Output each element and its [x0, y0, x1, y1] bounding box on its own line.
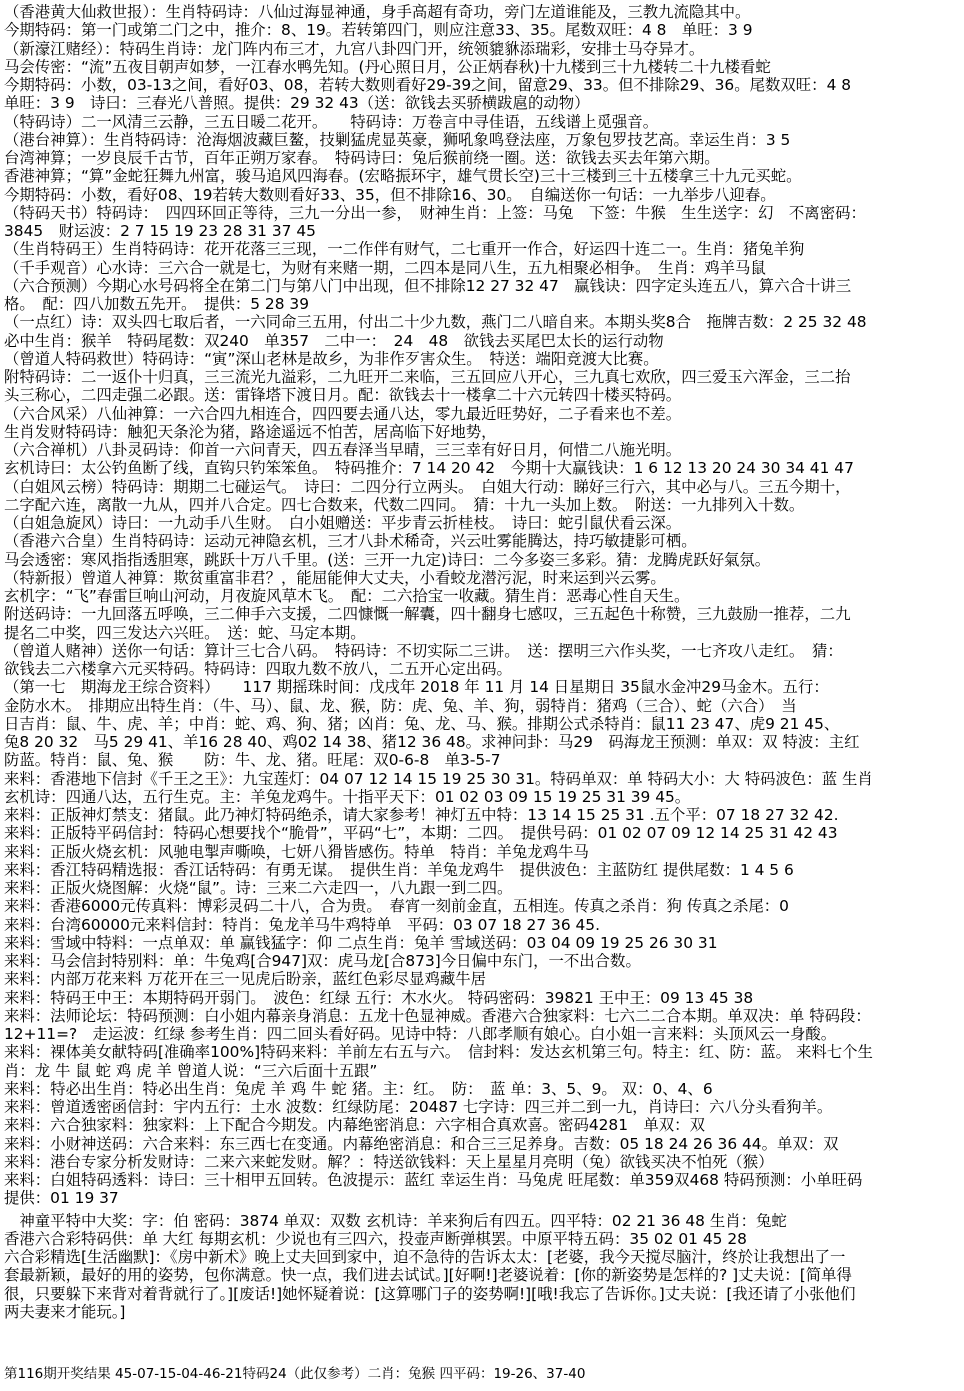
text-line: 来料：白姐特码透料：诗曰：三十相甲五回转。色波提示：蓝红 幸运生肖：马兔虎 旺尾数：单359双468 特码预测：小单旺码	[4, 1171, 863, 1189]
text-line: 来料：港台专家分析发财诗：二来六来蛇发财。解？：特送欲钱料：天上星星月亮明（兔）欲钱买决不怕死（猴）	[4, 1152, 774, 1171]
text-line: 来料：香江特码精选报：香江话特码：有勇无谋。 提供生肖：羊兔龙鸡牛 提供波色：主蓝防红 提供尾数：1 4 5 6	[4, 860, 794, 879]
text-line: （香港六合皇）生肖特码诗：运动元神隐玄机，三才八卦术稀奇，兴云吐雾能腾达，持巧敏捷影可栖。	[4, 532, 697, 551]
text-line: 香港神算；“算”金蛇狂舞九州富，骏马追风四海春。(宏略振环宇，雄气贯长空)三十三楼到三十五楼拿三十九元买蛇。	[4, 167, 802, 186]
text-line: 日吉肖：鼠、牛、虎、羊；中肖：蛇、鸡、狗、猪；凶肖：兔、龙、马、猴。排期公式杀特肖：鼠11 23 47、虎9 21 45、	[4, 714, 840, 733]
text-line: （第一七 期海龙王综合资料） 117 期摇珠时间：戊戌年 2018 年 11 月 14 日星期日 35鼠水金冲29马金木。五行：	[4, 678, 829, 697]
text-line: 来料：雪域中特料：一点单双：单 赢钱猛字：仰 二点生肖：兔羊 雪域送码：03 04 09 19 25 26 30 31	[4, 933, 718, 952]
text-line: 必中生肖：猴羊 特码尾数：双240 单357 二中一： 24 48 欲钱去买尾巴太长的运行动物	[4, 331, 664, 350]
text-line: 今期特码：小数，看好08、19若转大数则看好33、35，但不排除16、30。 自编送你一句话：一九举步八迎春。	[4, 185, 776, 204]
text-line: 欲钱去二六楼拿六元买特码。特码诗：四取九数不放八，二五开心定出码。	[4, 660, 512, 678]
text-block-main	[4, 3, 960, 1208]
text-line: 3845 财运波：2 7 15 19 23 28 31 37 45	[4, 222, 316, 240]
text-line: 台湾神算；一岁良辰千古节，百年正朔万家春。 特码诗曰：兔后猴前绕一圈。送：欲钱去买去年第六期。	[4, 149, 720, 167]
text-line: 来料：特必出生肖：特必出生肖：兔虎 羊 鸡 牛 蛇 猪。主：红。 防： 蓝 单：3、5、9。 双：0、4、6	[4, 1079, 713, 1098]
text-block-secondary	[4, 1212, 960, 1322]
text-line: 来料：香港地下信封《千王之王》：九宝莲灯：04 07 12 14 15 19 25 30 31。特码单双：单 特码大小：大 特码波色：蓝 生肖	[4, 769, 873, 788]
text-line: 格。 配：四八加数五先开。 提供：5 28 39	[4, 295, 309, 313]
text-line: 兔8 20 32 马5 29 41、羊16 28 40、鸡02 14 38、猪12 36 48。求神问卦：马29 码海龙王预测：单双：双 特波：主红	[4, 733, 860, 751]
text-line: 来料：正版火烧玄机：风驰电掣声嘶唤，七妍八猾皆感伤。特单 特肖：羊兔龙鸡牛马	[4, 842, 589, 861]
text-line: （港台神算）：生肖特码诗：沧海烟波藏巨鳌，技剿猛虎显英豪，狮吼象鸣登法座，万象包罗技艺高。幸运生肖：3 5	[4, 130, 791, 149]
text-line: 来料：正版特平码信封：特码心想要找个“脆骨”，平码“七”，本期：二四。 提供号码：01 02 07 09 12 14 25 31 42 43	[4, 824, 838, 843]
document-page	[4, 3, 960, 1385]
text-line: 今期特码：小数，03-13之间，看好03、08，若转大数则看好29-39之间，留意29、33。但不排除29、36。尾数双旺：4 8	[4, 76, 852, 94]
text-line: 来料：香港6000元传真料：博彩灵码二十八，合为贵。 春宵一刻前金直，五相连。传真之杀肖：狗 传真之杀尾：0	[4, 897, 789, 916]
text-line: 来料：正版火烧图解：火烧“鼠”。诗：三来二六走四一，八九跟一到二四。	[4, 879, 513, 897]
text-line: 马会透密：寒风指指透胆寒，跳跃十万八千里。(送：三开一九定)诗曰：二今多姿三多彩。猜：龙腾虎跃好氣氛。	[4, 550, 771, 569]
text-line: 来料：台湾60000元来料信封：特肖：兔龙羊马牛鸡特单 平码：03 07 18 27 36 45.	[4, 915, 600, 934]
text-line: 头三称心，二四走强二必跟。送：雷锋塔下渡日月。配：欲钱去十一楼拿二十六元转四十楼买特码。	[4, 386, 682, 405]
text-line: 玄机字：“飞”春雷巨响山河动，月夜旋风草木飞。 配：二六拾宝一收藏。猜生肖：恶毒心性自天生。	[4, 587, 690, 605]
text-line: （六合风采）八仙神算：一六合四九相连合，四四要去通八达，零九最近旺势好，二子看来也不差。	[4, 404, 682, 423]
text-line: 神童平特中大奖：字：伯 密码：3874 单双：双数 玄机诗：羊来狗后有四五。四平特：02 21 36 48 生肖：兔蛇	[4, 1211, 787, 1230]
text-line: （特码天书）特码诗： 四四环回正等待，三九一分出一参， 财神生肖：上签：马兔 下签：牛猴 生生送字：幻 不离密码：	[4, 203, 866, 222]
text-line: 生肖发财特码诗：触犯天条沦为猪，路途遥远不怕苦，居高临下好地势，	[4, 422, 497, 441]
text-line: （千手观音）心水诗：三六合一就是七，为财有来赌一期，二四本是同八生，五九相聚必相争。 生肖：鸡羊马鼠	[4, 258, 766, 277]
text-line: （新濠江赌经）：特码生肖诗：龙门阵内布三才，九宫八卦四门开，统领貔貅添瑞彩，安排士马夺异才。	[4, 39, 705, 58]
text-line: 12+11=? 走运波：红绿 参考生肖：四二回头看好码。见诗中特：八郎孝顺有娘心。白小姐一言来料：头顶风云一身酸。	[4, 1025, 837, 1043]
text-line: 防蓝。特肖：鼠、兔、猴 防：牛、龙、猪。旺尾：双0-6-8 单3-5-7	[4, 751, 501, 770]
text-line: （六合禅机）八卦灵码诗：仰首一六问青天，四五春泽当早晴，三三幸有好日月，何惜二八施光明。	[4, 441, 682, 459]
draw-result-footer: 第116期开奖结果 45-07-15-04-46-21特码24（此仅参考）二肖：兔猴 四平码：19-26、37-40	[4, 1366, 586, 1382]
text-line: （生肖特码王）生肖特码诗：花开花落三三现，一二作伴有财气，二七重开一作合，好运四十连二一。生肖：猪兔羊狗	[4, 240, 805, 259]
text-line: 来料：裸体美女献特码[准确率100%]特码来料：羊前左右五与六。 信封料：发达玄机第三句。特主：红、防：蓝。 来料七个生	[4, 1043, 873, 1062]
text-line: 玄机诗曰：太公钓鱼断了线，直钩只钓笨笨鱼。 特码推介：7 14 20 42 今期十大赢钱诀：1 6 12 13 20 24 30 34 41 47	[4, 459, 854, 478]
text-line: 金防水木。 排期应出特生肖：（牛、马）、鼠、龙、猴，防：虎、兔、羊、狗，弱特肖：猪鸡（三合）、蛇（六合） 当	[4, 696, 797, 715]
text-line: （白姐急旋风）诗曰：一九动手八生财。 白小姐赠送：平步青云折桂枝。 诗曰：蛇引鼠伏看云深。	[4, 514, 682, 532]
text-line: 附特码诗：二一返仆十归真，三三流光九溢彩，二九旺开二来临，三五回应八开心，三九真七欢欣，四三爱玉六浑金，三二抬	[4, 368, 851, 386]
text-line: 玄机诗：四通八达，五行生克。主：羊兔龙鸡牛。十指平天下：01 02 03 09 15 19 25 31 39 45。	[4, 787, 691, 806]
text-line: 来料：正版神灯禁支：猪鼠。此乃神灯特码绝杀，请大家参考！神灯五中特：13 14 15 25 31 .五个平：07 18 27 32 42.	[4, 806, 839, 824]
text-line: 来料：曾道透密函信封：宇内五行：土水 波数：红绿防尾：20487 七字诗：四三并二到一九，肖诗曰：六八分头看狗羊。	[4, 1098, 833, 1116]
text-line: 两夫妻来才能玩。]	[4, 1302, 126, 1321]
text-line: 提名二中奖，四三发达六兴旺。 送：蛇、马定本期。	[4, 623, 366, 642]
text-line: 提供：01 19 37	[4, 1189, 119, 1208]
text-line: 来料：法师论坛：特码预测：白小姐内幕亲身消息：五龙十色显神威。香港六合独家料：七六二二合本期。单双决：单 特码段：	[4, 1006, 871, 1025]
text-line: （特码诗）二一风清三云静，三五日暖二花开。 特码诗：万卷言中寻佳语，五线谱上觅强音。	[4, 112, 659, 131]
text-line: （曾道人特码救世）特码诗：“寅”深山老林是故乡，为非作歹害众生。 特送：端阳竞渡大比赛。	[4, 349, 659, 368]
text-line: 香港六合彩特码供：单 大红 每期玄机：少说也有三四六，投壶声断弹棋罢。中原平特五码：35 02 01 45 28	[4, 1229, 747, 1248]
text-line: 肖：龙 牛 鼠 蛇 鸡 虎 羊 曾道人说：“三六后面十五跟”	[4, 1061, 378, 1080]
text-line: 今期特码：第一门或第二门之中，推介：8、19。若转第四门，则应注意33、35。尾数双旺：4 8 单旺：3 9	[4, 21, 753, 40]
text-line: （白姐风云榜）特码诗：期期二七碰运气。 诗曰：二四分行立两头。 白姐大行动：睇好三行六，其中必与八。三五今期十，	[4, 477, 851, 496]
text-line: 来料：马会信封特别料：单：牛兔鸡[合947]双：虎马龙[合873]今日偏中东门，一不出合数。	[4, 952, 641, 970]
text-line: 二字配六连，离散一九从，四并八合定。四七合数来，代数二四同。 猜：十九一头加上数。 附送：一九排列入十数。	[4, 495, 805, 514]
text-line: （曾道人赌神）送你一句话：算计三七合八码。 特码诗：不切实际二三讲。 送：摆明三六作头奖，一七齐攻八走红。 猜：	[4, 641, 843, 660]
text-line: 套最新颖，最好的用的姿势，包你满意。快一点，我们进去试试。][好啊!]老婆说着：[你的新姿势是怎样的? ]丈夫说：[简单得	[4, 1266, 852, 1285]
text-line: 来料：特码王中王：本期特码开弱门。 波色：红绿 五行：木水火。 特码密码：39821 王中王：09 13 45 38	[4, 988, 754, 1007]
text-line: 单旺：3 9 诗曰：三春光八普照。提供：29 32 43（送：欲钱去买骄横跋扈的动物）	[4, 94, 590, 113]
text-line: 来料：六合独家料：独家料：上下配合今期发。内幕绝密消息：六字相合真欢喜。密码4281 单双：双	[4, 1116, 705, 1135]
text-line: 很，只要躲下来背对着背就行了。][废话!]她怀疑着说：[这算哪门子的姿势啊!][哦!我忘了告诉你。]丈夫说：[我还请了小张他们	[4, 1284, 856, 1303]
text-line: 来料：小财神送码：六合来料：东三西七在变通。内幕绝密消息：和合三三足养身。吉数：05 18 24 26 36 44。单双：双	[4, 1134, 839, 1153]
text-line: 附送码诗：一九回落五呼唤，三二伸手六支援，二四慷慨一解囊，四十翻身七感叹，三五起色十称赞，三九鼓励一推荐，二九	[4, 605, 851, 624]
text-line: （一点红）诗：双头四七取后者，一六同命三五用，付出二十少九数，燕门二八暗自来。本期头奖8合 拖牌吉数：2 25 32 48	[4, 313, 867, 332]
text-line: 来料：内部万花来料 万花开在三一见虎后盼亲，蓝红色彩尽显鸡藏牛居	[4, 970, 487, 989]
text-line: （特新报）曾道人神算：欺贫重富非君？，能屈能伸大丈夫，小看蛟龙潜污泥，时来运到兴云雾。	[4, 568, 666, 587]
text-line: 马会传密：“流”五夜目朝声如梦，一江春水鸭先知。(丹心照日月，公正炳春秋)十九楼到三十九楼转二十九楼看蛇	[4, 57, 771, 76]
text-line: （香港黄大仙救世报）：生肖特码诗：八仙过海显神通，身手高超有奇功，旁门左道谁能及，三教九流隐其中。	[4, 3, 751, 21]
text-line: 六合彩精选[生活幽默]：《房中新术》晚上丈夫回到家中，迫不急待的告诉太太：[老婆，我今天搅尽脑汁，终於让我想出了一	[4, 1248, 846, 1266]
text-line: （六合预测）今期心水号码将全在第二门与第八门中出现，但不排除12 27 32 47 赢钱诀：四字定头连五八，算六合十讲三	[4, 276, 852, 295]
